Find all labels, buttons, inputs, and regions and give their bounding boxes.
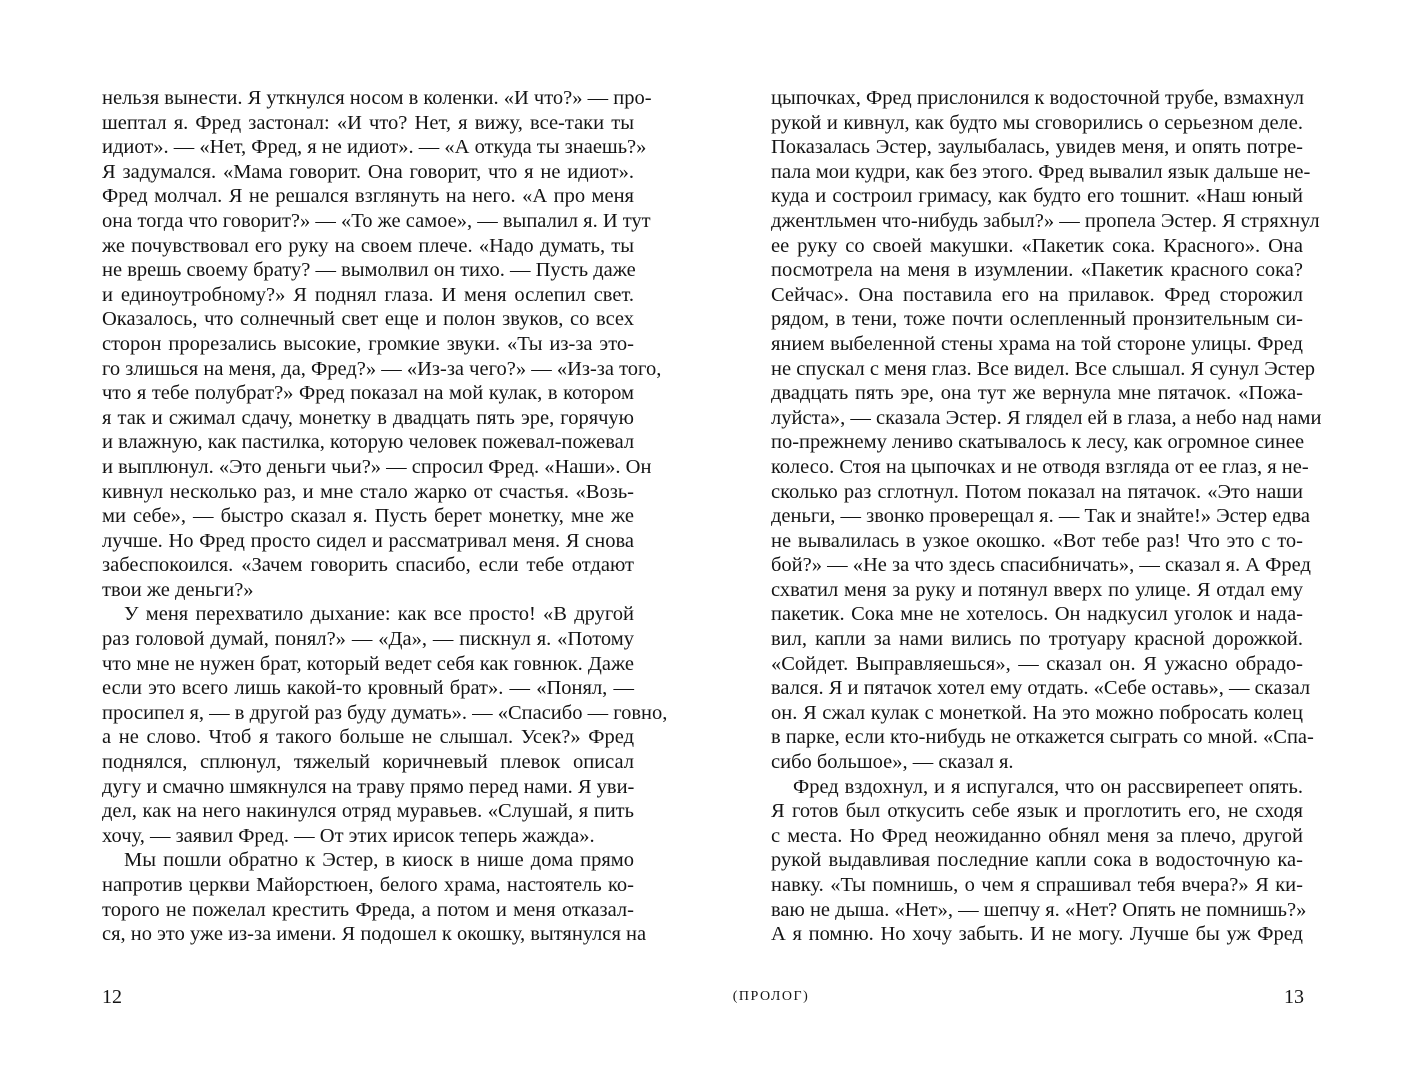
text-line: идиот». — «Нет, Фред, я не идиот». — «А откуда ты знаешь?» [102,136,647,159]
text-line: с места. Но Фред неожиданно обнял меня за плечо, другой [771,824,1303,847]
text-line: ми себе», — быстро сказал я. Пусть берет монетку, мне же [102,505,634,528]
text-line: он. Я сжал кулак с монеткой. На это можно побросать колец [771,701,1303,724]
right-page-body [771,86,1322,947]
text-line: в парке, если кто-нибудь не откажется сыграть со мной. «Спа- [771,726,1314,749]
text-line: торого не пожелал крестить Фреда, а потом и меня отказал- [102,898,634,921]
text-line: Фред молчал. Я не решался взглянуть на него. «А про меня [102,185,634,208]
text-line: ваю не дыша. «Нет», — шепчу я. «Нет? Опять не помнишь?» [771,898,1307,921]
text-line: забеспокоился. «Зачем говорить спасибо, если тебе отдают [102,554,634,577]
text-line: она тогда что говорит?» — «То же самое», — выпалил я. И тут [102,209,651,232]
text-line: пала мои кудри, как без этого. Фред вывалил язык дальше не- [771,160,1311,183]
text-line: колесо. Стоя на цыпочках и не отводя взгляда от ее глаз, я не- [771,455,1309,478]
text-line: вался. Я и пятачок хотел ему отдать. «Себе оставь», — сказал [771,677,1311,700]
right-page-number: 13 [1284,986,1304,1008]
text-line: и единоутробному?» Я поднял глаза. И меня ослепил свет. [102,283,634,306]
text-line: напротив церкви Майорстюен, белого храма, настоятель ко- [102,874,634,896]
text-line: и выплюнул. «Это деньги чьи?» — спросил Фред. «Наши». Он [102,455,652,478]
text-line: сторон прорезались высокие, громкие звуки. «Ты из-за это- [102,332,634,355]
text-line: джентльмен что-нибудь забыл?» — пропела Эстер. Я стряхнул [771,209,1320,232]
running-head: (ПРОЛОГ) [732,989,810,1004]
text-line: рядом, в тени, тоже почти ослепленный пронзительным си- [771,308,1303,331]
text-line: куда и состроил гримасу, как будто его тошнит. «Наш юный [771,185,1303,208]
text-line: пакетик. Сока мне не хотелось. Он надкусил уголок и нада- [771,603,1303,626]
text-line: если это всего лишь какой-то кровный брат». — «Понял, — [102,677,634,700]
text-line: просипел я, — в другой раз буду думать». — «Спасибо — говно, [102,701,668,724]
text-line: же почувствовал его руку на своем плече. «Надо думать, ты [102,234,634,257]
left-page-body [102,86,668,947]
text-line: не вывалилась в узкое окошко. «Вот тебе раз! Что это с то- [771,529,1303,552]
text-line: деньги, — звонко проверещал я. — Так и знайте!» Эстер едва [771,505,1310,528]
text-line: лучше. Но Фред просто сидел и рассматривал меня. Я снова [102,529,634,552]
text-line: вил, капли за нами вились по тротуару красной дорожкой. [771,628,1303,651]
text-line: схватил меня за руку и потянул вверх по улице. Я отдал ему [771,578,1303,601]
text-line: луйста», — сказала Эстер. Я глядел ей в глаза, а небо над нами [771,406,1322,429]
text-line: Оказалось, что солнечный свет еще и полон звуков, со всех [102,308,634,331]
text-line: «Сойдет. Выправляешься», — сказал он. Я ужасно обрадо- [771,652,1303,675]
text-line: Я готов был откусить себе язык и проглотить его, не сходя [771,800,1303,823]
text-line: ее руку со своей макушки. «Пакетик сока. Красного». Она [771,234,1303,257]
text-line: двадцать пять эре, она тут же вернула мне пятачок. «Пожа- [771,382,1303,405]
text-line: по-прежнему лениво скатывалось к лесу, как огромное синее [771,431,1305,454]
text-line: что мне не нужен брат, который ведет себя как говнюк. Даже [102,652,634,675]
text-line: поднялся, сплюнул, тяжелый коричневый плевок описал [102,751,634,774]
text-line: Фред вздохнул, и я испугался, что он рассвирепеет опять. [793,775,1303,798]
text-line: цыпочках, Фред прислонился к водосточной трубе, взмахнул [771,87,1304,109]
text-line: и влажную, как пастилка, которую человек пожевал-пожевал [102,431,635,454]
text-line: кивнул несколько раз, и мне стало жарко от счастья. «Возь- [102,480,634,503]
left-page-number: 12 [102,986,122,1008]
text-line: Мы пошли обратно к Эстер, в киоск в нише дома прямо [124,849,634,872]
text-line: У меня перехватило дыхание: как все просто! «В другой [124,603,634,626]
text-line: хочу, — заявил Фред. — От этих ирисок теперь жажда». [102,824,595,847]
text-line: бой?» — «Не за что здесь спасибничать», — сказал я. А Фред [771,554,1311,577]
text-line: я так и сжимал сдачу, монетку в двадцать пять эре, горячую [102,406,634,429]
text-line: навку. «Ты помнишь, о чем я спрашивал тебя вчера?» Я ки- [771,874,1303,896]
text-line: посмотрела на меня в изумлении. «Пакетик красного сока? [771,259,1303,282]
text-line: Я задумался. «Мама говорит. Она говорит, что я не идиот». [102,160,634,183]
text-line: шептал я. Фред застонал: «И что? Нет, я вижу, все-таки ты [102,111,634,134]
right-page [701,0,1402,1079]
text-line: го злишься на меня, да, Фред?» — «Из-за чего?» — «Из-за того, [102,357,662,380]
text-line: твои же деньги?» [102,578,254,601]
text-line: раз головой думай, понял?» — «Да», — пискнул я. «Потому [102,628,634,651]
text-line: не врешь своему брату? — вымолвил он тихо. — Пусть даже [102,259,636,282]
text-line: рукой выдавливая последние капли сока в водосточную ка- [771,849,1303,872]
text-line: рукой и кивнул, как будто мы сговорились о серьезном деле. [771,111,1303,134]
text-line: янием выбеленной стены храма на той стороне улицы. Фред [771,332,1303,355]
text-line: Показалась Эстер, заулыбалась, увидев меня, и опять потре- [771,136,1303,159]
text-line: сколько раз сглотнул. Потом показал на пятачок. «Это наши [771,480,1303,503]
text-line: что я тебе полубрат?» Фред показал на мой кулак, в котором [102,382,634,405]
text-line: Сейчас». Она поставила его на прилавок. Фред сторожил [771,283,1303,306]
text-line: ся, но это уже из-за имени. Я подошел к окошку, вытянулся на [102,923,647,946]
text-line: не спускал с меня глаз. Все видел. Все слышал. Я сунул Эстер [771,357,1316,380]
text-line: нельзя вынести. Я уткнулся носом в коленки. «И что?» — про- [102,87,652,109]
text-line: дугу и смачно шмякнулся на траву прямо перед нами. Я уви- [102,775,635,798]
text-line: дел, как на него накинулся отряд муравьев. «Слушай, я пить [102,800,634,823]
text-line: сибо большое», — сказал я. [771,751,1014,774]
text-line: а не слово. Чтоб я такого больше не слышал. Усек?» Фред [102,726,634,749]
text-line: А я помню. Но хочу забыть. И не могу. Лучше бы уж Фред [771,923,1303,946]
